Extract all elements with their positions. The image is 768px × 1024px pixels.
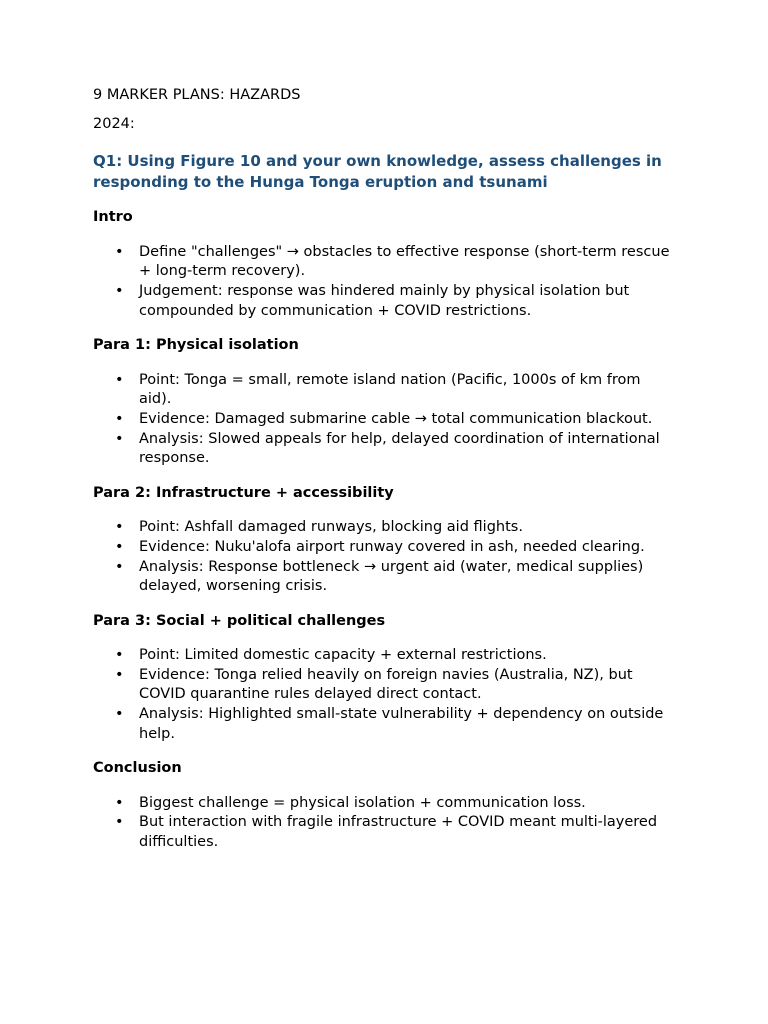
section-heading-para-2: Para 2: Infrastructure + accessibility: [93, 484, 394, 501]
bullet-dot-icon: •: [115, 410, 124, 427]
bullet-list-para-2: [93, 518, 673, 596]
bullet-list-intro: [93, 243, 673, 321]
bullet-dot-icon: •: [115, 430, 124, 447]
list-item: • Analysis: Response bottleneck → urgent aid (water, medical supplies) delayed, worsening crisis.: [115, 558, 644, 595]
bullet-dot-icon: •: [115, 371, 124, 388]
question-heading: Q1: Using Figure 10 and your own knowledge, assess challenges in responding to the Hunga Tonga eruption and tsunami: [93, 152, 662, 192]
year-label: 2024:: [93, 115, 135, 132]
list-item: • Biggest challenge = physical isolation + communication loss.: [93, 794, 673, 814]
bullet-dot-icon: •: [115, 519, 124, 536]
bullet-dot-icon: •: [115, 558, 124, 575]
bullet-dot-icon: •: [115, 243, 124, 260]
list-item: • Evidence: Tonga relied heavily on foreign navies (Australia, NZ), but COVID quarantine rules delayed direct contact.: [115, 666, 633, 703]
list-item: • Point: Limited domestic capacity + external restrictions.: [93, 646, 673, 666]
list-item: • But interaction with fragile infrastructure + COVID meant multi-layered difficulties.: [115, 814, 658, 851]
section-heading-conclusion: Conclusion: [93, 760, 182, 777]
bullet-dot-icon: •: [115, 794, 124, 811]
list-item: • Analysis: Slowed appeals for help, delayed coordination of international response.: [115, 430, 660, 467]
list-item: • Define "challenges" → obstacles to effective response (short-term rescue + long-term recovery).: [115, 243, 670, 280]
bullet-list-para-1: [93, 371, 673, 469]
section-heading-para-3: Para 3: Social + political challenges: [93, 612, 386, 629]
bullet-dot-icon: •: [115, 814, 124, 831]
bullet-dot-icon: •: [115, 647, 124, 664]
bullet-list-para-3: [93, 646, 673, 744]
section-heading-intro: Intro: [93, 209, 133, 226]
list-item: • Analysis: Highlighted small-state vulnerability + dependency on outside help.: [115, 706, 664, 742]
bullet-dot-icon: •: [115, 706, 124, 723]
list-item: • Point: Ashfall damaged runways, blocking aid flights.: [93, 518, 673, 538]
list-item: • Evidence: Nuku'alofa airport runway covered in ash, needed clearing.: [93, 538, 673, 558]
document-title: 9 MARKER PLANS: HAZARDS: [93, 87, 301, 103]
bullet-list-conclusion: [93, 794, 673, 853]
document-page: [93, 86, 673, 868]
list-item: • Judgement: response was hindered mainly by physical isolation but compounded by communication + COVID restrictions.: [115, 282, 630, 319]
bullet-dot-icon: •: [115, 282, 124, 299]
list-item: • Evidence: Damaged submarine cable → total communication blackout.: [93, 410, 673, 430]
list-item: • Point: Tonga = small, remote island nation (Pacific, 1000s of km from aid).: [115, 371, 641, 408]
section-heading-para-1: Para 1: Physical isolation: [93, 337, 299, 354]
bullet-dot-icon: •: [115, 538, 124, 555]
bullet-dot-icon: •: [115, 666, 124, 683]
